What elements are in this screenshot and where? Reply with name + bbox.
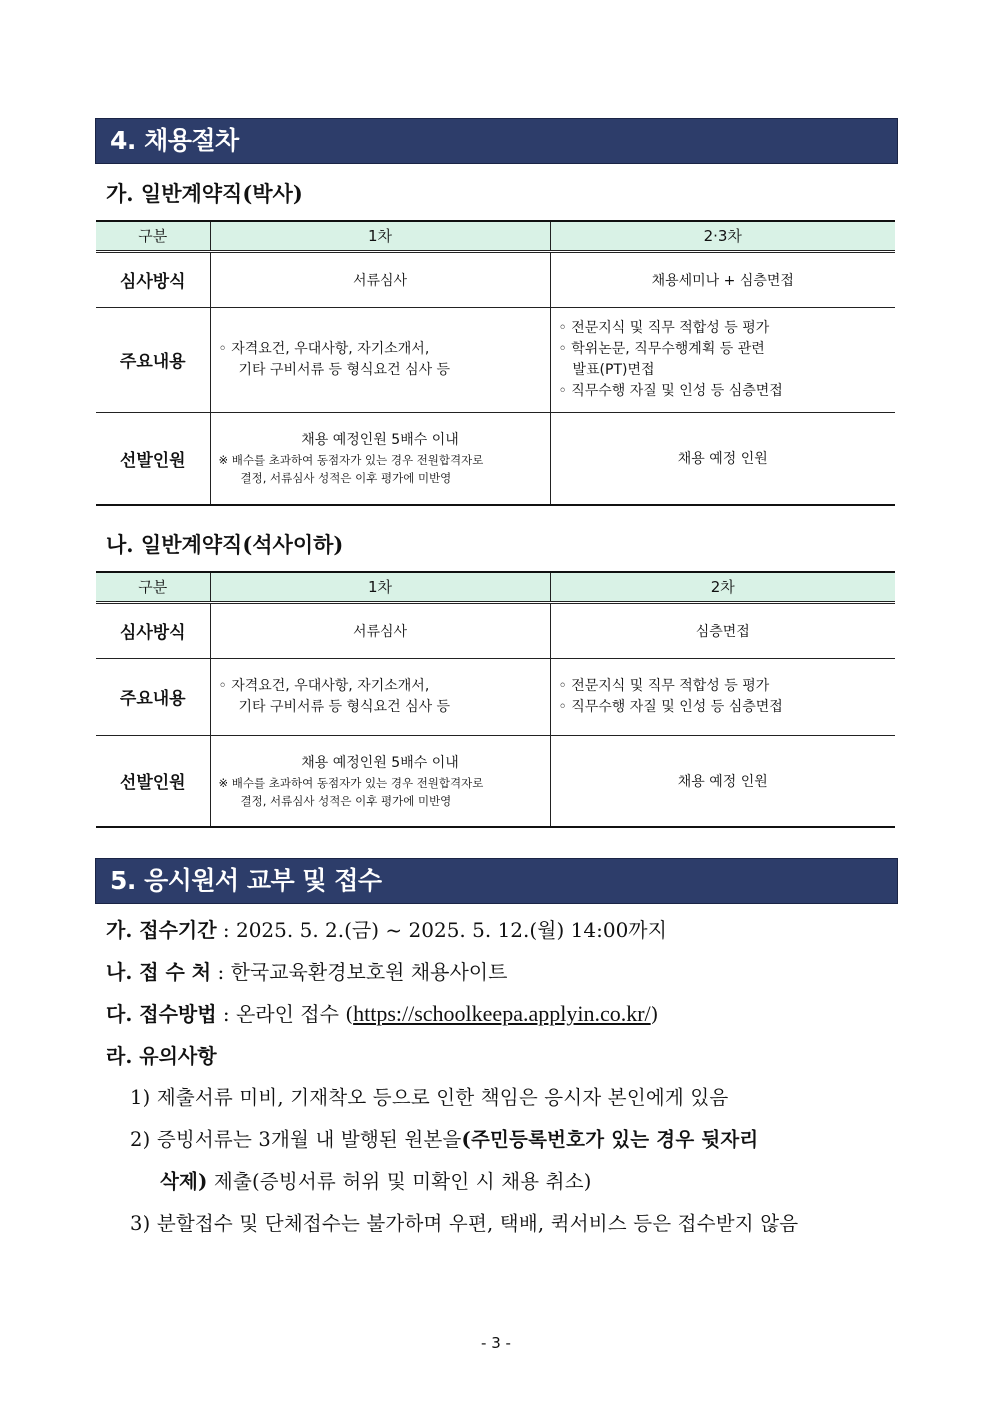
application-site-link[interactable]: https://schoolkeepa.applyin.co.kr/ <box>353 1001 651 1026</box>
period-value: : 2025. 5. 2.(금) ~ 2025. 5. 12.(월) 14:00까지 <box>222 918 667 942</box>
cell-content-stage1 <box>210 307 550 412</box>
place-value: : 한국교육환경보호원 채용사이트 <box>217 960 508 984</box>
notes-label: 라. 유의사항 <box>106 1044 217 1068</box>
table-row <box>96 658 895 735</box>
content-line: ◦ 직무수행 자질 및 인성 등 심층면접 <box>558 698 783 715</box>
subheading-phd: 가. 일반계약직(박사) <box>106 181 303 206</box>
cell-method-stage2: 채용세미나 + 심층면접 <box>550 251 895 307</box>
table-row <box>96 307 895 412</box>
row-label-method: 심사방식 <box>96 602 210 658</box>
cell-method-stage1: 서류심사 <box>210 251 550 307</box>
method-label: 다. 접수방법 <box>106 1002 217 1026</box>
notes-heading <box>106 1040 217 1069</box>
table-masters-procedure <box>96 571 895 828</box>
section-4-title: 4. 채용절차 <box>95 118 898 164</box>
header-category: 구분 <box>96 221 210 251</box>
selection-main: 채용 예정인원 5배수 이내 <box>301 754 459 771</box>
table-row <box>96 602 895 658</box>
header-category: 구분 <box>96 572 210 602</box>
content-line: ◦ 학위논문, 직무수행계획 등 관련 <box>558 340 765 357</box>
cell-content-stage1 <box>210 658 550 735</box>
method-line <box>106 998 658 1027</box>
header-stage2: 2차 <box>550 572 895 602</box>
table-row <box>96 735 895 827</box>
cell-content-stage2 <box>550 658 895 735</box>
table-row <box>96 412 895 505</box>
content-line: 기타 구비서류 등 형식요건 심사 등 <box>238 361 451 378</box>
selection-note: 결정, 서류심사 성적은 이후 평가에 미반영 <box>240 793 452 808</box>
cell-selection-stage1 <box>210 735 550 827</box>
page-number: - 3 - <box>481 1334 511 1352</box>
place-label: 나. 접 수 처 <box>106 960 212 984</box>
content-line: ◦ 전문지식 및 직무 적합성 등 평가 <box>558 677 770 694</box>
note2-text: 2) 증빙서류는 3개월 내 발행된 원본을 <box>130 1128 462 1151</box>
note2-bold: (주민등록번호가 있는 경우 뒷자리 <box>461 1128 759 1151</box>
content-line: ◦ 자격요건, 우대사항, 자기소개서, <box>218 677 430 694</box>
row-label-method: 심사방식 <box>96 251 210 307</box>
selection-note: ※ 배수를 초과하여 동점자가 있는 경우 전원합격자로 <box>218 453 484 468</box>
selection-main: 채용 예정인원 5배수 이내 <box>301 432 459 449</box>
cell-selection-stage2: 채용 예정 인원 <box>550 412 895 505</box>
period-label: 가. 접수기간 <box>106 918 217 942</box>
cell-selection-stage2: 채용 예정 인원 <box>550 735 895 827</box>
table-phd-procedure <box>96 220 895 506</box>
content-line: ◦ 직무수행 자질 및 인성 등 심층면접 <box>558 382 783 399</box>
content-line: 발표(PT)면접 <box>572 361 655 378</box>
header-stage1: 1차 <box>210 572 550 602</box>
selection-note: 결정, 서류심사 성적은 이후 평가에 미반영 <box>240 471 452 486</box>
subheading-masters: 나. 일반계약직(석사이하) <box>106 532 344 557</box>
header-stage2: 2·3차 <box>550 221 895 251</box>
method-end: ) <box>650 1002 659 1026</box>
note-item-1: 1) 제출서류 미비, 기재착오 등으로 인한 책임은 응시자 본인에게 있음 <box>130 1086 729 1109</box>
section-5-title: 5. 응시원서 교부 및 접수 <box>95 858 898 904</box>
note-item-2-cont <box>160 1166 592 1194</box>
header-stage1: 1차 <box>210 221 550 251</box>
row-label-selection: 선발인원 <box>96 735 210 827</box>
note2-tail: 제출(증빙서류 허위 및 미확인 시 채용 취소) <box>207 1170 592 1193</box>
table-row <box>96 251 895 307</box>
content-line: ◦ 전문지식 및 직무 적합성 등 평가 <box>558 319 770 336</box>
content-line: 기타 구비서류 등 형식요건 심사 등 <box>238 698 451 715</box>
cell-content-stage2 <box>550 307 895 412</box>
cell-method-stage1: 서류심사 <box>210 602 550 658</box>
table-header-row <box>96 221 895 251</box>
period-line <box>106 914 667 943</box>
cell-method-stage2: 심층면접 <box>550 602 895 658</box>
selection-note: ※ 배수를 초과하여 동점자가 있는 경우 전원합격자로 <box>218 775 484 790</box>
note-item-2 <box>130 1124 758 1152</box>
note-item-3: 3) 분할접수 및 단체접수는 불가하며 우편, 택배, 퀵서비스 등은 접수받지 않음 <box>130 1212 799 1235</box>
method-value: : 온라인 접수 ( <box>222 1002 354 1026</box>
note2-bold-end: 삭제) <box>160 1170 208 1193</box>
row-label-content: 주요내용 <box>96 658 210 735</box>
content-line: ◦ 자격요건, 우대사항, 자기소개서, <box>218 340 430 357</box>
place-line <box>106 956 507 985</box>
cell-selection-stage1 <box>210 412 550 505</box>
row-label-content: 주요내용 <box>96 307 210 412</box>
row-label-selection: 선발인원 <box>96 412 210 505</box>
table-header-row <box>96 572 895 602</box>
